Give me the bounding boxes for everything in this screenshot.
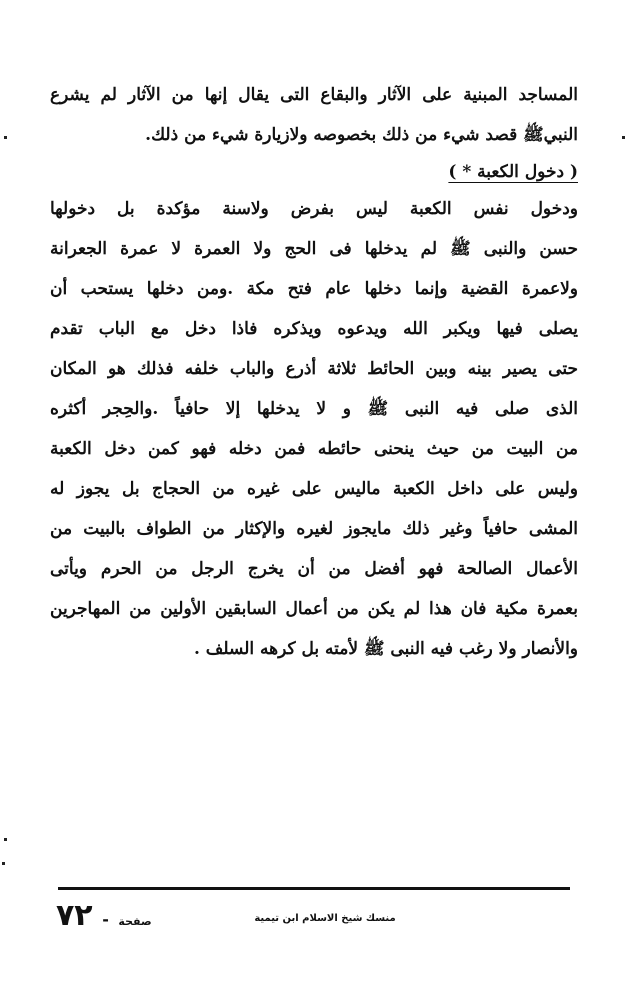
scan-speck: [2, 862, 5, 865]
footer-divider: [58, 887, 570, 890]
footer-page-number: [56, 898, 152, 933]
text-line-12: الأعمال الصالحة فهو أفضل من أن يخرج الرجل من الحرم ويأتى: [50, 559, 578, 579]
text-line-13: بعمرة مكية فان هذا لم يكن من أعمال السابقين الأولين من المهاجرين: [50, 599, 578, 619]
page-label: صفحة: [118, 915, 152, 928]
section-heading-line: [50, 155, 578, 189]
text-line-3: ودخول نفس الكعبة ليس بفرض ولاسنة مؤكدة بل دخولها: [50, 199, 578, 219]
section-heading: ( دخول الكعبة * ): [448, 162, 578, 182]
text-line-7: حتى يصير بينه وبين الحائط ثلاثة أذرع والباب خلفه فذلك هو المكان: [50, 359, 578, 379]
text-line-5: ولاعمرة القضية وإنما دخلها عام فتح مكة .ومن دخلها يستحب أن: [50, 279, 578, 299]
scan-speck: [4, 136, 7, 139]
text-line-14: والأنصار ولا رغب فيه النبى ﷺ لأمته بل كرهه السلف .: [193, 639, 578, 659]
text-line-11: المشى حافياً وغير ذلك مايجوز لغيره والإكثار من الطواف بالبيت من: [50, 519, 578, 539]
page-dash: -: [102, 910, 109, 929]
text-line-10: وليس على داخل الكعبة ماليس على غيره من الحجاج بل يجوز له: [50, 479, 578, 499]
text-line-8: الذى صلى فيه النبى ﷺ و لا يدخلها إلا حافياً .والحِجر أكثره: [50, 399, 578, 419]
text-line-9: من البيت من حيث ينحنى حائطه فمن دخله فهو كمن دخل الكعبة: [50, 439, 578, 459]
page-number: ٧٢: [56, 898, 93, 933]
text-line-6: يصلى فيها ويكبر الله ويدعوه ويذكره فاذا دخل مع الباب تقدم: [50, 319, 578, 339]
text-line-4: حسن والنبى ﷺ لم يدخلها فى الحج ولا العمرة لا عمرة الجعرانة: [50, 239, 578, 259]
body-text: [50, 75, 578, 669]
scan-speck: [4, 838, 7, 841]
footer-book-title: منسك شيخ الاسلام ابن تيمية: [254, 913, 396, 924]
scan-speck: [622, 136, 625, 139]
text-line-1: المساجد المبنية على الآثار والبقاع التى يقال إنها من الآثار لم يشرع: [50, 85, 578, 105]
text-line-2: النبيﷺ قصد شيء من ذلك بخصوصه ولازيارة شيء من ذلك.: [145, 125, 578, 145]
